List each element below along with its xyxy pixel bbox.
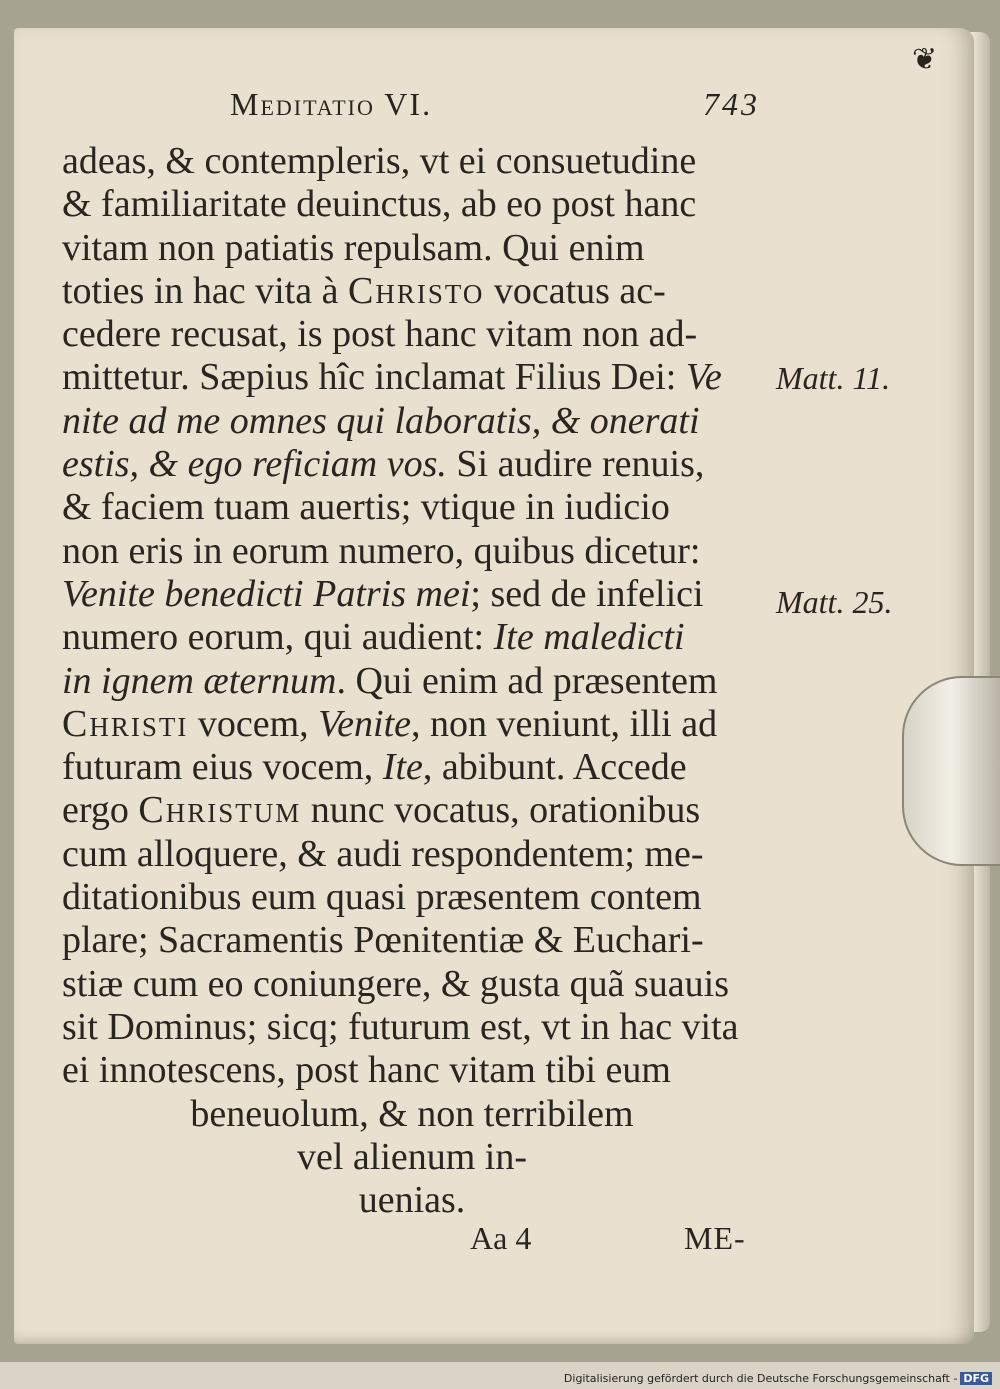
text-segment: Christum: [138, 789, 302, 832]
text-block: [62, 140, 762, 1222]
text-line: [62, 1179, 762, 1222]
text-segment: & familiaritate deuinctus, ab eo post hanc: [62, 183, 697, 226]
text-segment: numero eorum, qui audient:: [62, 616, 494, 659]
text-line: [62, 833, 762, 876]
catchword: ME-: [684, 1220, 746, 1256]
signature-mark: Aa 4: [470, 1220, 532, 1256]
text-segment: ; sed de infelici: [470, 572, 704, 615]
text-line: [62, 270, 762, 313]
text-segment: Venite: [318, 702, 412, 745]
text-line: [62, 1049, 762, 1092]
text-line: [62, 183, 762, 226]
text-segment: Ite: [382, 746, 423, 789]
running-head: [230, 86, 760, 130]
text-segment: toties in hac vita à: [62, 269, 348, 312]
text-segment: Venite benedicti Patris mei: [62, 572, 471, 615]
text-segment: , non veniunt, illi ad: [411, 702, 718, 745]
text-line: [62, 443, 762, 486]
text-segment: estis, & ego reficiam vos.: [62, 443, 447, 486]
text-line: [62, 703, 762, 746]
text-line: [62, 789, 762, 832]
text-segment: vocatus ac-: [484, 269, 666, 312]
text-segment: adeas, & contempleris, vt ei consuetudine: [62, 140, 697, 182]
text-segment: , abibunt. Accede: [422, 746, 687, 789]
credit-text: Digitalisierung gefördert durch die Deutsche Forschungsgemeinschaft -: [563, 1372, 958, 1385]
text-segment: vocem,: [188, 702, 319, 745]
text-segment: nunc vocatus, orationibus: [301, 789, 701, 832]
text-segment: stiæ cum eo coniungere, & gusta quã suauis: [62, 962, 729, 1005]
running-title: Meditatio VI.: [230, 86, 433, 122]
text-segment: ergo: [62, 789, 139, 832]
text-line: [62, 1136, 762, 1179]
text-line: [62, 486, 762, 529]
text-segment: vel alienum in-: [296, 1135, 528, 1178]
text-segment: Ite maledicti: [493, 616, 685, 659]
text-segment: sit Dominus; sicq; futurum est, vt in hac vita: [62, 1005, 739, 1048]
text-line: [62, 313, 762, 356]
page-footer: [470, 1220, 770, 1260]
text-segment: cedere recusat, is post hanc vitam non ad-: [62, 313, 698, 356]
text-line: [62, 746, 762, 789]
text-line: [62, 660, 762, 703]
book-clasp: [902, 676, 1000, 866]
text-segment: Si audire renuis,: [446, 443, 705, 486]
margin-note-matt-25: Matt. 25.: [776, 584, 893, 620]
text-line: [62, 963, 762, 1006]
text-segment: ditationibus eum quasi præsentem contem: [62, 876, 702, 919]
text-line: [62, 1006, 762, 1049]
text-line: [62, 140, 762, 183]
text-segment: vitam non patiatis repulsam. Qui enim: [62, 226, 645, 269]
text-line: [62, 227, 762, 270]
text-line: [62, 876, 762, 919]
text-segment: plare; Sacramentis Pœnitentiæ & Euchari-: [62, 919, 704, 962]
text-line: [62, 1093, 762, 1136]
text-segment: & faciem tuam auertis; vtique in iudicio: [62, 486, 670, 529]
text-line: [62, 616, 762, 659]
margin-note-matt-11: Matt. 11.: [776, 360, 891, 396]
text-line: [62, 573, 762, 616]
text-segment: Christi: [62, 702, 189, 745]
folio-number: 743: [703, 86, 760, 122]
text-segment: futuram eius vocem,: [62, 746, 383, 789]
text-segment: . Qui enim ad præsentem: [336, 659, 718, 702]
text-line: [62, 919, 762, 962]
text-segment: beneuolum, & non terribilem: [190, 1092, 634, 1135]
text-segment: nite ad me omnes qui laboratis, & onerati: [62, 399, 700, 442]
text-segment: Christo: [347, 269, 485, 312]
text-line: [62, 530, 762, 573]
text-segment: ei innotescens, post hanc vitam tibi eum: [62, 1049, 671, 1092]
text-segment: non eris in eorum numero, quibus dicetur:: [62, 529, 701, 572]
dfg-logo: DFG: [960, 1372, 992, 1385]
digitization-credit: [564, 1372, 992, 1385]
text-line: [62, 356, 762, 399]
text-segment: uenias.: [358, 1179, 466, 1222]
corner-ornament: ❦: [912, 42, 938, 77]
text-segment: mittetur. Sæpius hîc inclamat Filius Dei:: [62, 356, 686, 399]
text-line: [62, 400, 762, 443]
text-segment: Ve: [685, 356, 722, 399]
text-segment: in ignem æternum: [62, 659, 337, 702]
text-segment: cum alloquere, & audi respondentem; me-: [62, 832, 704, 875]
